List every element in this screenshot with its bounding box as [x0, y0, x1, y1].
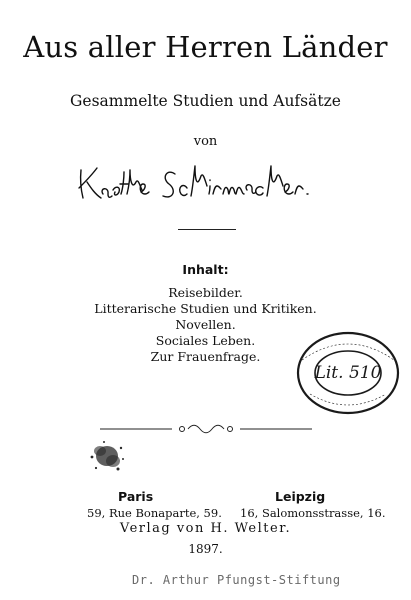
author-signature-handwriting	[75, 160, 340, 208]
decorative-rule	[100, 423, 312, 435]
city-leipzig: Leipzig	[275, 489, 326, 504]
library-round-stamp	[294, 330, 406, 416]
city-paris: Paris	[118, 489, 154, 504]
title-divider	[178, 229, 236, 230]
publication-year: 1897.	[188, 542, 223, 556]
contents-item: Litterarische Studien und Kritiken.	[94, 301, 317, 316]
library-ownership-stamp: Dr. Arthur Pfungst-Stiftung	[132, 573, 341, 587]
book-subtitle: Gesammelte Studien und Aufsätze	[70, 92, 341, 110]
address-paris: 59, Rue Bonaparte, 59.	[87, 506, 222, 520]
contents-item: Sociales Leben.	[155, 333, 256, 348]
address-leipzig: 16, Salomonsstrasse, 16.	[240, 506, 386, 520]
contents-item: Zur Frauenfrage.	[150, 349, 261, 364]
author-signature	[0, 160, 411, 212]
contents-item: Reisebilder.	[168, 285, 243, 300]
by-line: von	[193, 134, 218, 149]
contents-label: Inhalt:	[182, 262, 229, 277]
ink-blot	[86, 437, 128, 475]
contents-item: Novellen.	[175, 317, 236, 332]
book-title: Aus aller Herren Länder	[23, 30, 388, 64]
stamp-number: Lit. 510	[314, 363, 382, 383]
publisher: Verlag von H. Welter.	[119, 521, 292, 536]
